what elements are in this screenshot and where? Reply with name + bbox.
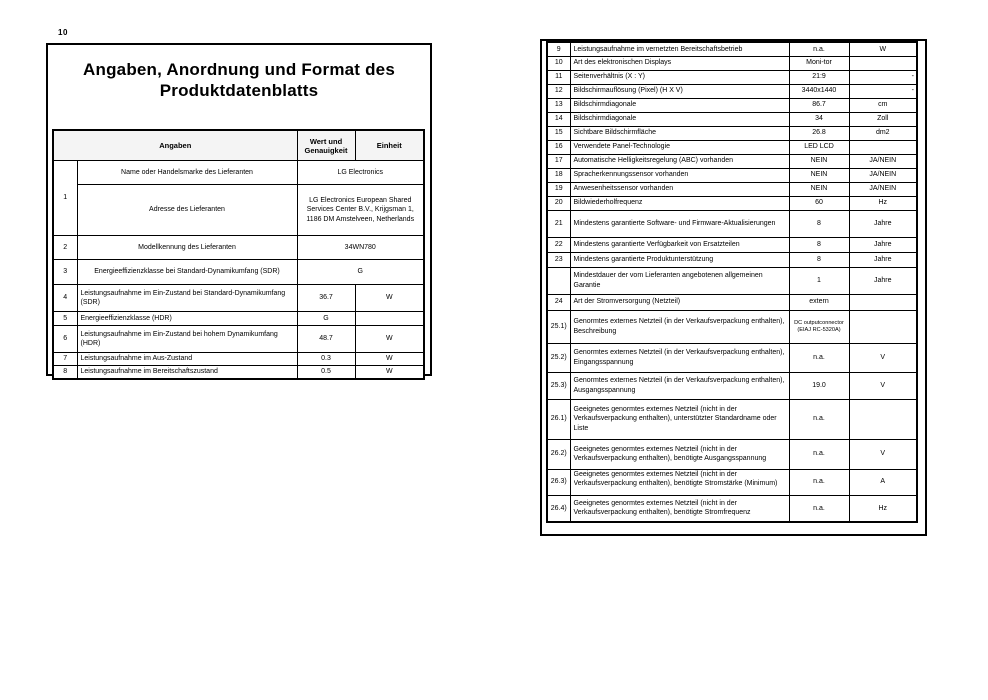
- cell-row-number: 26.3): [547, 469, 570, 495]
- table-row: [547, 126, 917, 140]
- cell-attribute-label: Seitenverhältnis (X : Y): [570, 70, 789, 84]
- table-row: [53, 185, 424, 236]
- cell-attribute-label: Leistungsaufnahme im Aus-Zustand: [77, 353, 297, 366]
- cell-row-number: 9: [547, 42, 570, 56]
- cell-value: G: [297, 260, 424, 285]
- cell-value: 0.3: [297, 353, 355, 366]
- cell-attribute-label: Mindestdauer der vom Lieferanten angebotenen allgemeinen Garantie: [570, 267, 789, 294]
- cell-attribute-label: Geeignetes genormtes externes Netzteil (nicht in der Verkaufsverpackung enthalten), benötigte Stromfrequenz: [570, 495, 789, 522]
- table-row: [547, 56, 917, 70]
- cell-attribute-label: Mindestens garantierte Produktunterstützung: [570, 252, 789, 267]
- cell-attribute-label: Art des elektronischen Displays: [570, 56, 789, 70]
- cell-value: DC outputconnector (EIAJ RC-5320A): [789, 310, 849, 343]
- cell-unit: W: [849, 42, 917, 56]
- cell-row-number: 12: [547, 84, 570, 98]
- clipped-label-text: Geeignetes genormtes externes Netzteil (nicht in der Verkaufsverpackung enthalten), benötigte Stromstärke (Minimum): [573, 470, 778, 487]
- cell-unit: W: [355, 326, 424, 353]
- cell-unit: Jahre: [849, 210, 917, 237]
- cell-value: LG Electronics: [297, 161, 424, 185]
- cell-row-number: 17: [547, 154, 570, 168]
- cell-attribute-label: Mindestens garantierte Software- und Firmware-Aktualisierungen: [570, 210, 789, 237]
- cell-unit: [849, 140, 917, 154]
- cell-value: 3440x1440: [789, 84, 849, 98]
- cell-attribute-label: Energieeffizienzklasse bei Standard-Dynamikumfang (SDR): [77, 260, 297, 285]
- cell-unit: Hz: [849, 495, 917, 522]
- table-row: [547, 210, 917, 237]
- cell-unit: [849, 399, 917, 439]
- table-row: [547, 98, 917, 112]
- table-row: [547, 439, 917, 469]
- cell-value: G: [297, 312, 355, 326]
- table-row: [53, 326, 424, 353]
- table-row: [547, 42, 917, 56]
- cell-value: 26.8: [789, 126, 849, 140]
- cell-row-number: 23: [547, 252, 570, 267]
- cell-row-number: 13: [547, 98, 570, 112]
- cell-attribute-label: [570, 469, 789, 495]
- table-row: [53, 312, 424, 326]
- table-row: [53, 260, 424, 285]
- cell-value: 21:9: [789, 70, 849, 84]
- cell-row-number: 5: [53, 312, 77, 326]
- cell-value: NEIN: [789, 182, 849, 196]
- table-row: [53, 161, 424, 185]
- cell-unit: Zoll: [849, 112, 917, 126]
- cell-row-number: 19: [547, 182, 570, 196]
- cell-attribute-label: Leistungsaufnahme im Bereitschaftszustand: [77, 366, 297, 379]
- table-row: [547, 399, 917, 439]
- cell-value: n.a.: [789, 42, 849, 56]
- cell-attribute-label: Anwesenheitssensor vorhanden: [570, 182, 789, 196]
- cell-row-number: 3: [53, 260, 77, 285]
- table-row: [547, 267, 917, 294]
- cell-row-number: 22: [547, 237, 570, 252]
- cell-attribute-label: Bildwiederholfrequenz: [570, 196, 789, 210]
- cell-unit: V: [849, 372, 917, 399]
- table-row: [547, 154, 917, 168]
- cell-row-number: 24: [547, 294, 570, 310]
- cell-row-number: 21: [547, 210, 570, 237]
- cell-unit: Jahre: [849, 237, 917, 252]
- cell-unit: JA/NEIN: [849, 168, 917, 182]
- cell-value: 60: [789, 196, 849, 210]
- product-datasheet-table-right: [546, 41, 918, 523]
- cell-row-number: 14: [547, 112, 570, 126]
- cell-value: n.a.: [789, 495, 849, 522]
- cell-row-number: 26.1): [547, 399, 570, 439]
- table-row: [547, 112, 917, 126]
- cell-attribute-label: Modellkennung des Lieferanten: [77, 236, 297, 260]
- cell-value: NEIN: [789, 168, 849, 182]
- cell-unit: [849, 294, 917, 310]
- cell-attribute-label: Geeignetes genormtes externes Netzteil (nicht in der Verkaufsverpackung enthalten), benötigte Ausgangsspannung: [570, 439, 789, 469]
- cell-row-number: 18: [547, 168, 570, 182]
- cell-row-number: 15: [547, 126, 570, 140]
- table-row: [547, 70, 917, 84]
- cell-value: 8: [789, 237, 849, 252]
- cell-unit: Jahre: [849, 252, 917, 267]
- table-row: [547, 182, 917, 196]
- cell-unit: dm2: [849, 126, 917, 140]
- cell-unit: [355, 312, 424, 326]
- cell-value: LED LCD: [789, 140, 849, 154]
- cell-attribute-label: Bildschirmdiagonale: [570, 98, 789, 112]
- table-row: [547, 469, 917, 495]
- cell-value: LG Electronics European Shared Services Center B.V., Krijgsman 1, 1186 DM Amstelveen, Netherlands: [297, 185, 424, 236]
- table-row: [53, 353, 424, 366]
- cell-value: 48.7: [297, 326, 355, 353]
- table-row: [547, 495, 917, 522]
- cell-unit: [849, 56, 917, 70]
- cell-value: n.a.: [789, 439, 849, 469]
- cell-value: 34: [789, 112, 849, 126]
- cell-value: NEIN: [789, 154, 849, 168]
- header-einheit: Einheit: [355, 130, 424, 161]
- cell-attribute-label: Leistungsaufnahme im Ein-Zustand bei Standard-Dynamikumfang (SDR): [77, 285, 297, 312]
- table-row: [547, 168, 917, 182]
- cell-unit: V: [849, 343, 917, 372]
- cell-value: 8: [789, 252, 849, 267]
- cell-value: 0.5: [297, 366, 355, 379]
- cell-attribute-label: Mindestens garantierte Verfügbarkeit von Ersatzteilen: [570, 237, 789, 252]
- cell-value: 34WN780: [297, 236, 424, 260]
- table-row: [547, 294, 917, 310]
- cell-value: n.a.: [789, 469, 849, 495]
- cell-value: 19.0: [789, 372, 849, 399]
- cell-row-number: 26.4): [547, 495, 570, 522]
- cell-row-number: 4: [53, 285, 77, 312]
- cell-row-number: 26.2): [547, 439, 570, 469]
- cell-row-number: 11: [547, 70, 570, 84]
- table-row: [53, 366, 424, 379]
- cell-attribute-label: Genormtes externes Netzteil (in der Verkaufsverpackung enthalten), Eingangsspannung: [570, 343, 789, 372]
- cell-value: 8: [789, 210, 849, 237]
- page-number: 10: [58, 28, 68, 37]
- document-title: Angaben, Anordnung und Format des Produktdatenblatts: [83, 60, 395, 101]
- cell-attribute-label: Adresse des Lieferanten: [77, 185, 297, 236]
- table-row: [547, 310, 917, 343]
- left-page-panel: [46, 43, 432, 376]
- cell-attribute-label: Art der Stromversorgung (Netzteil): [570, 294, 789, 310]
- cell-unit: Jahre: [849, 267, 917, 294]
- right-page-panel: [540, 39, 927, 536]
- table-row: [547, 140, 917, 154]
- table-row: [547, 372, 917, 399]
- cell-unit: JA/NEIN: [849, 154, 917, 168]
- cell-attribute-label: Name oder Handelsmarke des Lieferanten: [77, 161, 297, 185]
- cell-unit: [849, 310, 917, 343]
- cell-value: 86.7: [789, 98, 849, 112]
- cell-attribute-label: Spracherkennungssensor vorhanden: [570, 168, 789, 182]
- cell-unit: W: [355, 285, 424, 312]
- cell-value: 36.7: [297, 285, 355, 312]
- table-row: [53, 285, 424, 312]
- cell-attribute-label: Genormtes externes Netzteil (in der Verkaufsverpackung enthalten), Ausgangsspannung: [570, 372, 789, 399]
- cell-attribute-label: Verwendete Panel-Technologie: [570, 140, 789, 154]
- cell-attribute-label: Leistungsaufnahme im vernetzten Bereitschaftsbetrieb: [570, 42, 789, 56]
- table-header-row: [53, 130, 424, 161]
- table-row: [547, 343, 917, 372]
- cell-row-number: 25.2): [547, 343, 570, 372]
- cell-value: n.a.: [789, 399, 849, 439]
- cell-value: extern: [789, 294, 849, 310]
- cell-unit: Hz: [849, 196, 917, 210]
- cell-value: 1: [789, 267, 849, 294]
- cell-unit: -: [849, 70, 917, 84]
- cell-row-number: 7: [53, 353, 77, 366]
- cell-unit: W: [355, 366, 424, 379]
- cell-attribute-label: Geeignetes genormtes externes Netzteil (nicht in der Verkaufsverpackung enthalten), unterstützter Standardname oder Liste: [570, 399, 789, 439]
- cell-attribute-label: Genormtes externes Netzteil (in der Verkaufsverpackung enthalten), Beschreibung: [570, 310, 789, 343]
- cell-row-number: 20: [547, 196, 570, 210]
- cell-row-number: 16: [547, 140, 570, 154]
- product-datasheet-table-left: [52, 129, 425, 380]
- cell-row-number: [547, 267, 570, 294]
- header-angaben: Angaben: [53, 130, 297, 161]
- cell-value: n.a.: [789, 343, 849, 372]
- cell-value: Moni-tor: [789, 56, 849, 70]
- table-row: [547, 252, 917, 267]
- cell-unit: -: [849, 84, 917, 98]
- cell-row-number: 8: [53, 366, 77, 379]
- cell-attribute-label: Energieeffizienzklasse (HDR): [77, 312, 297, 326]
- cell-unit: A: [849, 469, 917, 495]
- cell-row-number: 25.1): [547, 310, 570, 343]
- cell-row-number: 1: [53, 161, 77, 236]
- cell-row-number: 25.3): [547, 372, 570, 399]
- cell-attribute-label: Bildschirmauflösung (Pixel) (H X V): [570, 84, 789, 98]
- table-row: [547, 237, 917, 252]
- cell-attribute-label: Sichtbare Bildschirmfläche: [570, 126, 789, 140]
- cell-row-number: 10: [547, 56, 570, 70]
- cell-attribute-label: Bildschirmdiagonale: [570, 112, 789, 126]
- table-row: [547, 196, 917, 210]
- cell-unit: W: [355, 353, 424, 366]
- cell-attribute-label: Automatische Helligkeitsregelung (ABC) vorhanden: [570, 154, 789, 168]
- cell-unit: cm: [849, 98, 917, 112]
- cell-attribute-label: Leistungsaufnahme im Ein-Zustand bei hohem Dynamikumfang (HDR): [77, 326, 297, 353]
- table-row: [53, 236, 424, 260]
- cell-row-number: 6: [53, 326, 77, 353]
- table-row: [547, 84, 917, 98]
- header-wert-genauigkeit: Wert und Genauigkeit: [297, 130, 355, 161]
- cell-row-number: 2: [53, 236, 77, 260]
- cell-unit: JA/NEIN: [849, 182, 917, 196]
- cell-unit: V: [849, 439, 917, 469]
